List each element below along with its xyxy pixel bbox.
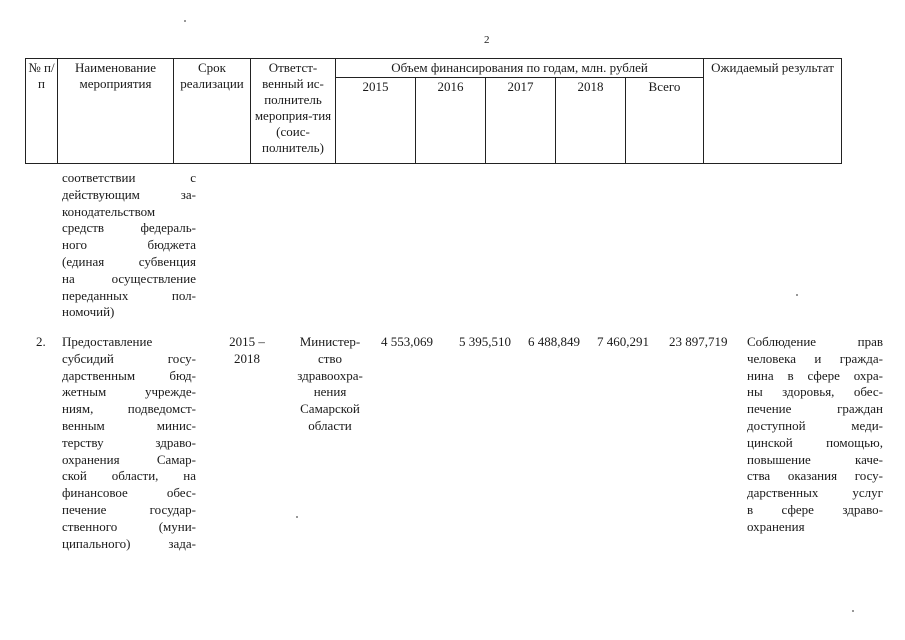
value-2016: 5 395,510 bbox=[459, 334, 511, 349]
text-line: нина в сфере охра- bbox=[747, 367, 883, 383]
text-line: соответствии с bbox=[62, 170, 196, 185]
row-name bbox=[62, 334, 196, 552]
row-result bbox=[747, 334, 883, 536]
text-line: здравоохра- bbox=[297, 367, 363, 383]
text-line: ного бюджета bbox=[62, 237, 196, 253]
page-number: 2 bbox=[484, 34, 490, 46]
header-result: Ожидаемый результат bbox=[704, 59, 842, 164]
text-line: печение граждан bbox=[747, 401, 883, 417]
scan-speck bbox=[296, 516, 298, 518]
header-name: Наименование мероприятия bbox=[58, 59, 174, 164]
text-line: ственного (муни- bbox=[62, 518, 196, 534]
text-line: конодательством bbox=[62, 203, 156, 219]
scan-speck bbox=[852, 610, 854, 612]
text-line: дарственным бюд- bbox=[62, 367, 196, 383]
text-line: человека и гражда- bbox=[747, 350, 883, 366]
text-line: доступной меди- bbox=[747, 417, 883, 433]
text-line: печение государ- bbox=[62, 501, 196, 517]
text-line: переданных пол- bbox=[62, 287, 196, 303]
value-2015: 4 553,069 bbox=[381, 334, 433, 349]
text-line: ства оказания госу- bbox=[747, 468, 883, 484]
text-line: ниям, подведомст- bbox=[62, 401, 196, 417]
value-2017: 6 488,849 bbox=[528, 334, 580, 349]
row-number: 2. bbox=[36, 334, 46, 349]
text-line: повышение каче- bbox=[747, 451, 883, 467]
text-line: жетным учрежде- bbox=[62, 384, 196, 400]
text-line: Предоставление bbox=[62, 334, 153, 349]
text-line: (единая субвенция bbox=[62, 253, 196, 269]
text-line: действующим за- bbox=[62, 186, 196, 202]
continuation-text bbox=[62, 170, 196, 321]
text-line: средств федераль- bbox=[62, 220, 196, 236]
header-year-2015: 2015 bbox=[336, 78, 416, 164]
text-line: нения bbox=[313, 384, 347, 400]
text-line: финансовое обес- bbox=[62, 485, 196, 501]
row-responsible bbox=[288, 334, 372, 435]
text-line: в сфере здраво- bbox=[747, 501, 883, 517]
row-term bbox=[214, 334, 280, 368]
header-year-2018: 2018 bbox=[556, 78, 626, 164]
scan-speck bbox=[796, 294, 798, 296]
text-line: Соблюдение прав bbox=[747, 334, 883, 349]
value-total: 23 897,719 bbox=[669, 334, 728, 349]
text-line: венным минис- bbox=[62, 417, 196, 433]
text-line: 2015 – bbox=[229, 334, 265, 349]
text-line: номочий) bbox=[62, 304, 115, 320]
header-term: Срок реализации bbox=[174, 59, 251, 164]
text-line: охранения bbox=[747, 518, 805, 534]
text-line: терству здраво- bbox=[62, 434, 196, 450]
header-total: Всего bbox=[626, 78, 704, 164]
text-line: на осуществление bbox=[62, 270, 196, 286]
header-financing: Объем финансирования по годам, млн. рублей bbox=[336, 59, 704, 78]
text-line: Самарской bbox=[300, 401, 360, 417]
text-line: цинской помощью, bbox=[747, 434, 883, 450]
text-line: Министер- bbox=[299, 334, 361, 349]
text-line: субсидий госу- bbox=[62, 350, 196, 366]
text-line: охранения Самар- bbox=[62, 451, 196, 467]
text-line: ны здоровья, обес- bbox=[747, 384, 883, 400]
table-header bbox=[25, 58, 842, 164]
header-year-2016: 2016 bbox=[416, 78, 486, 164]
text-line: ской области, на bbox=[62, 468, 196, 484]
text-line: 2018 bbox=[234, 350, 260, 366]
header-number: № п/п bbox=[26, 59, 58, 164]
value-2018: 7 460,291 bbox=[597, 334, 649, 349]
scan-speck bbox=[184, 20, 186, 22]
header-year-2017: 2017 bbox=[486, 78, 556, 164]
header-responsible: Ответст-венный ис-полнитель мероприя-тия (соис-полнитель) bbox=[251, 59, 336, 164]
text-line: ципального) зада- bbox=[62, 535, 196, 551]
text-line: ство bbox=[317, 350, 342, 366]
text-line: дарственных услуг bbox=[747, 485, 883, 501]
text-line: области bbox=[308, 417, 352, 433]
